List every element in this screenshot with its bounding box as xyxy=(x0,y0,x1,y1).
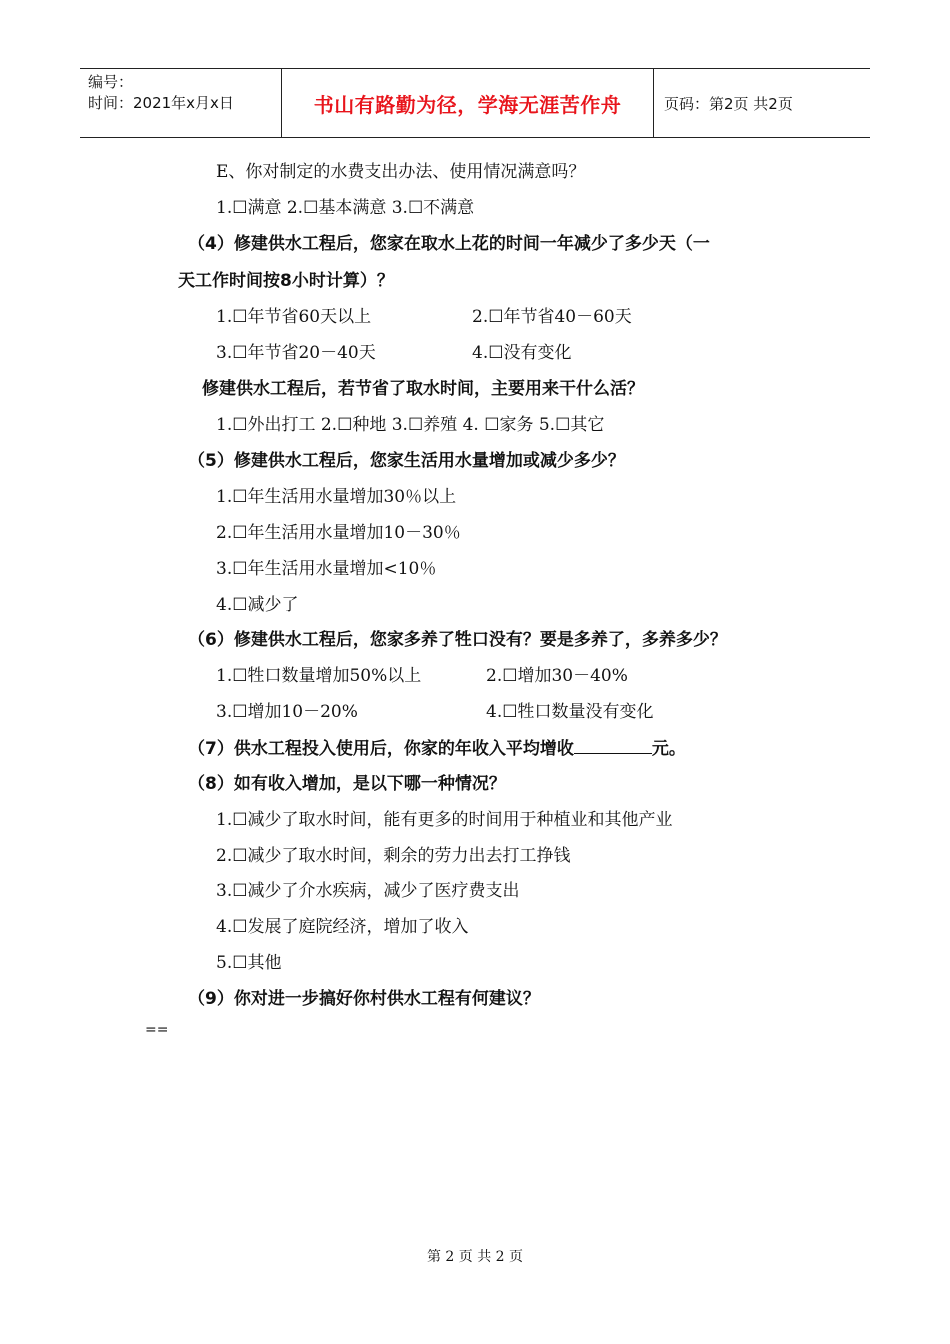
question-4-sub: 修建供水工程后，若节省了取水时间，主要用来干什么活？ xyxy=(202,379,644,399)
question-6: （6）修建供水工程后，您家多养了牲口没有？要是多养了，多养多少？ xyxy=(188,630,727,650)
q6-option-3: 3.☐增加10－20% xyxy=(216,702,358,722)
end-mark: == xyxy=(145,1022,169,1038)
question-7-text: （7）供水工程投入使用后，你家的年收入平均增收 xyxy=(188,739,574,759)
question-e: E、你对制定的水费支出办法、使用情况满意吗？ xyxy=(216,162,586,182)
q8-option-3: 3.☐减少了介水疾病，减少了医疗费支出 xyxy=(216,881,520,901)
q6-option-4: 4.☐牲口数量没有变化 xyxy=(486,702,654,722)
question-4: （4）修建供水工程后，您家在取水上花的时间一年减少了多少天（一 xyxy=(188,234,710,254)
q8-option-1: 1.☐减少了取水时间，能有更多的时间用于种植业和其他产业 xyxy=(216,810,673,830)
q8-option-4: 4.☐发展了庭院经济，增加了收入 xyxy=(216,917,469,937)
q6-option-2: 2.☐增加30－40% xyxy=(486,666,628,686)
q4-option-3: 3.☐年节省20－40天 xyxy=(216,343,376,363)
q5-option-2: 2.☐年生活用水量增加10－30％ xyxy=(216,523,461,543)
time-label: 时间：2021年x月x日 xyxy=(88,94,234,112)
q6-option-1: 1.☐牲口数量增加50%以上 xyxy=(216,666,422,686)
question-7 xyxy=(188,737,686,760)
question-9: （9）你对进一步搞好你村供水工程有何建议？ xyxy=(188,989,540,1009)
page-footer: 第 2 页 共 2 页 xyxy=(426,1249,524,1265)
page-header xyxy=(80,68,870,138)
q8-option-2: 2.☐减少了取水时间，剩余的劳力出去打工挣钱 xyxy=(216,846,571,866)
q8-option-5: 5.☐其他 xyxy=(216,953,282,973)
q5-option-4: 4.☐减少了 xyxy=(216,595,299,615)
question-7-unit: 元。 xyxy=(651,739,686,759)
q4-option-2: 2.☐年节省40－60天 xyxy=(472,307,632,327)
q4-option-4: 4.☐没有变化 xyxy=(472,343,572,363)
q4-option-1: 1.☐年节省60天以上 xyxy=(216,307,372,327)
question-4-cont: 天工作时间按8小时计算）？ xyxy=(178,271,394,291)
header-page-info: 页码：第2页 共2页 xyxy=(664,94,793,113)
question-5: （5）修建供水工程后，您家生活用水量增加或减少多少？ xyxy=(188,451,625,471)
question-e-options: 1.☐满意 2.☐基本满意 3.☐不满意 xyxy=(216,198,475,218)
q5-option-1: 1.☐年生活用水量增加30％以上 xyxy=(216,487,457,507)
question-8: （8）如有收入增加，是以下哪一种情况？ xyxy=(188,774,506,794)
q4-sub-options: 1.☐外出打工 2.☐种地 3.☐养殖 4. ☐家务 5.☐其它 xyxy=(216,415,605,435)
income-blank[interactable] xyxy=(574,737,652,754)
number-label: 编号： xyxy=(88,73,134,91)
q5-option-3: 3.☐年生活用水量增加<10％ xyxy=(216,559,437,579)
header-motto: 书山有路勤为径，学海无涯苦作舟 xyxy=(282,69,654,137)
header-meta xyxy=(80,69,282,137)
